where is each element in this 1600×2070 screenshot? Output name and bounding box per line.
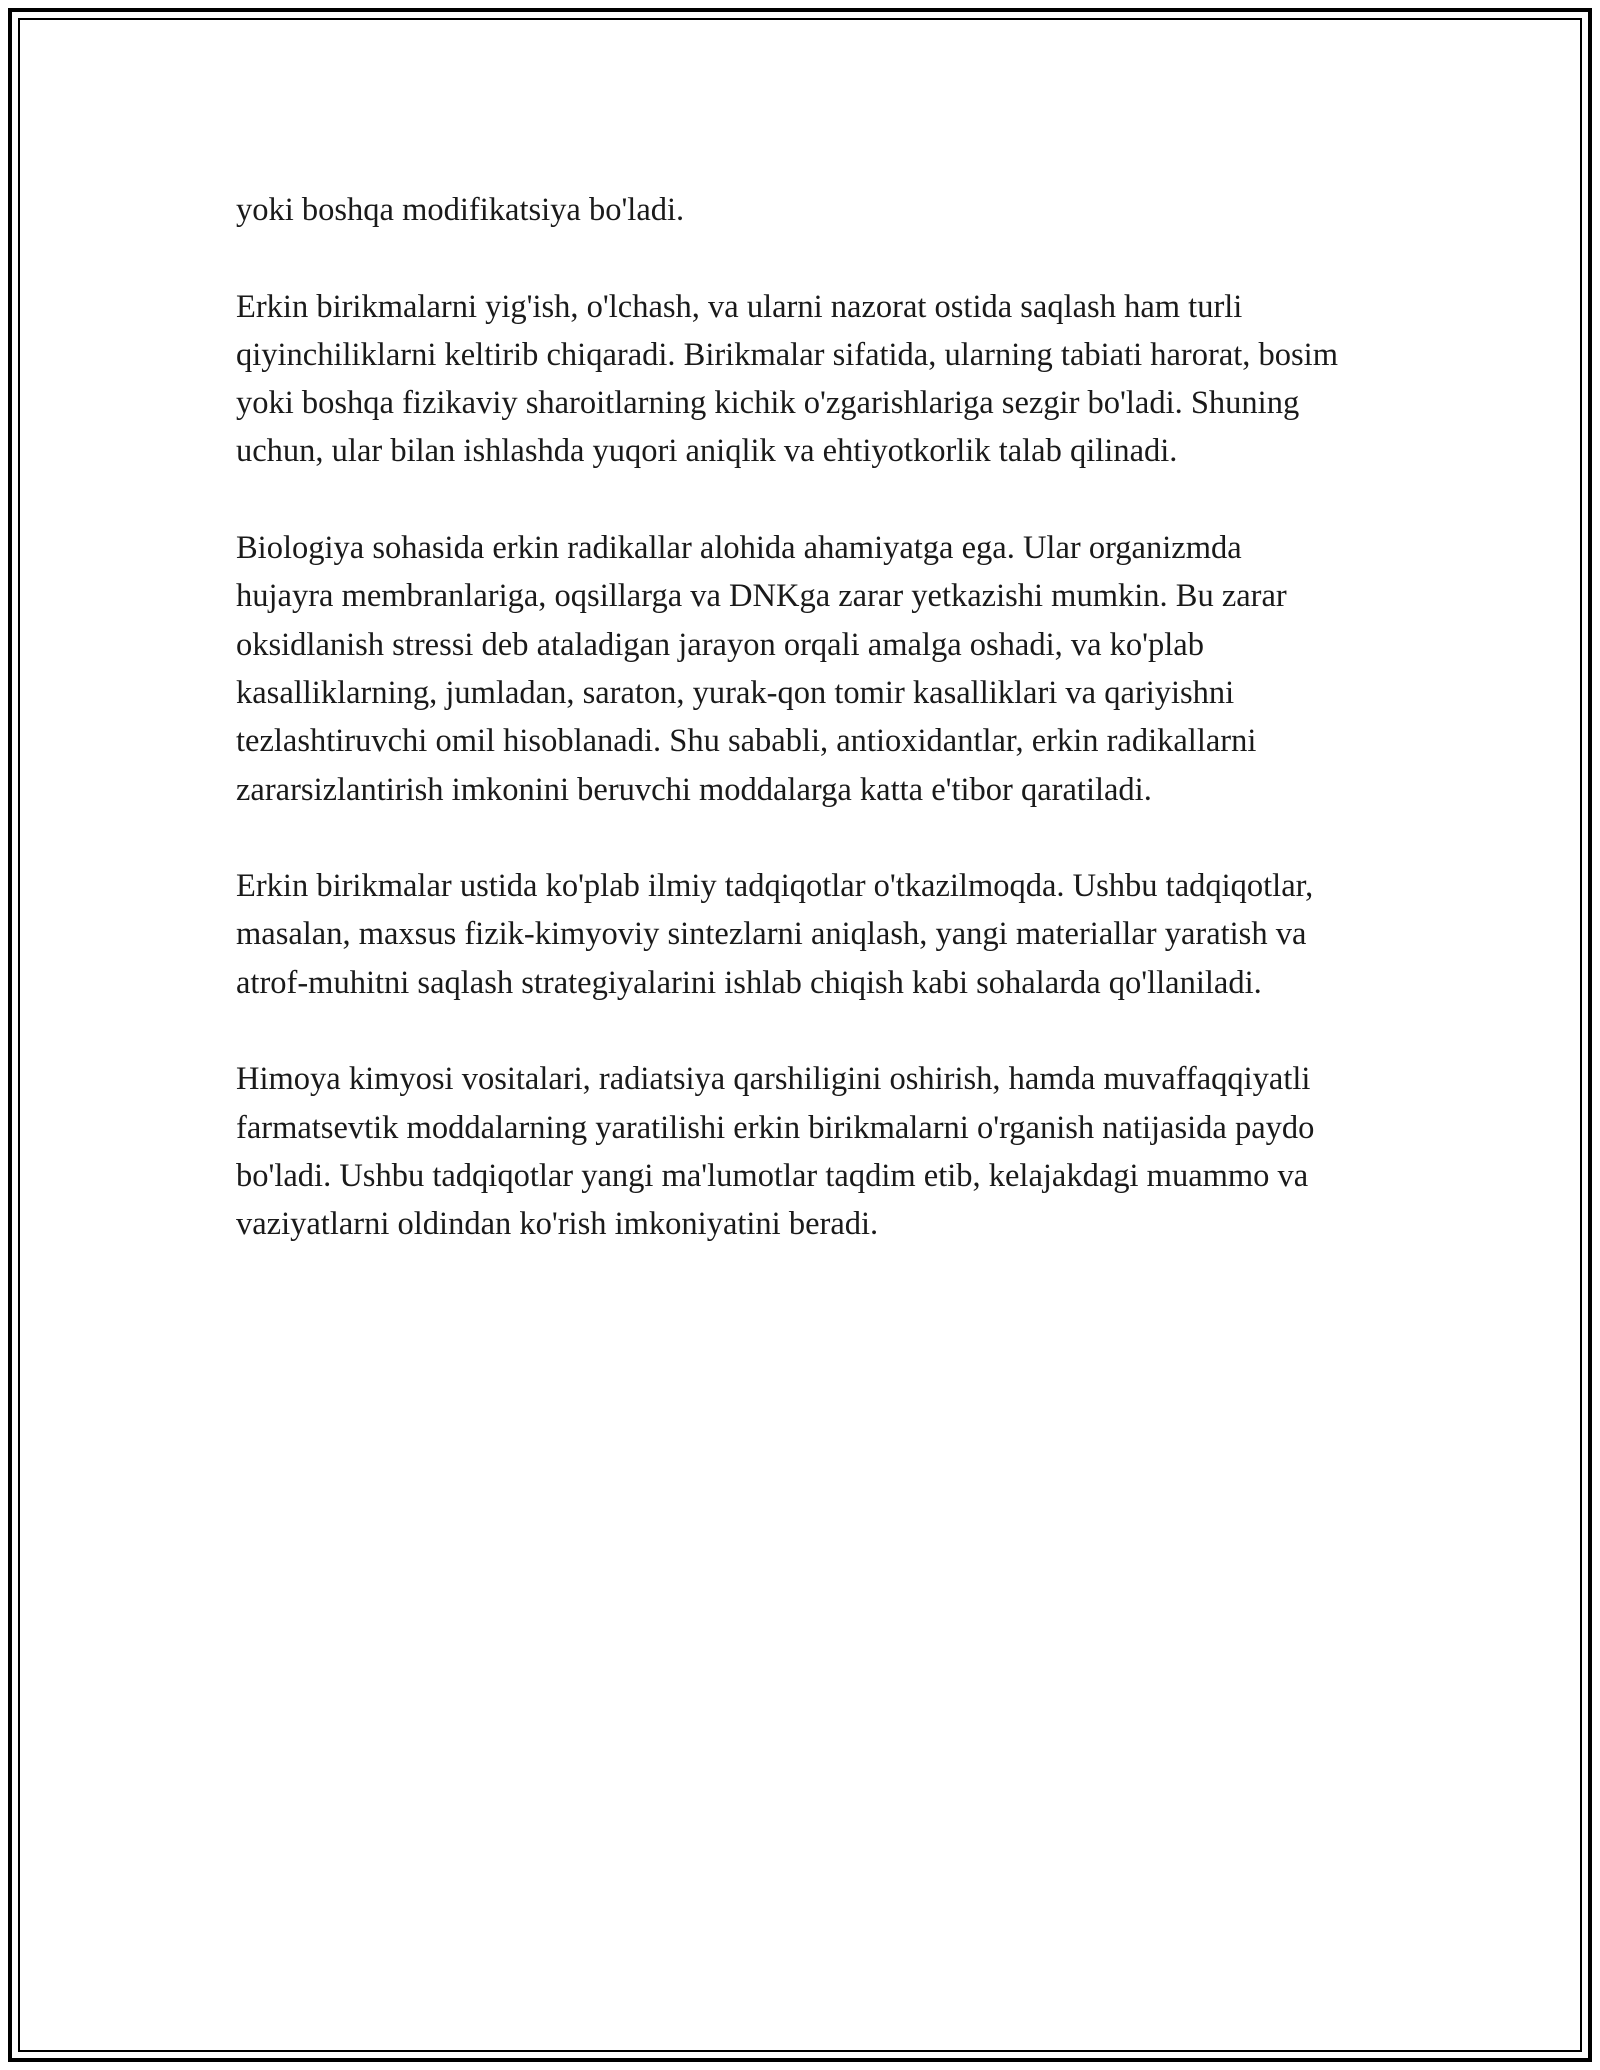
paragraph: Erkin birikmalar ustida ko'plab ilmiy tadqiqotlar o'tkazilmoqda. Ushbu tadqiqotlar, masalan, maxsus fizik-kimyoviy sintezlarni aniqlash, yangi materiallar yaratish va atrof-muhitni saqlash strategiyalarini ishlab chiqish kabi sohalarda qo'llaniladi. bbox=[236, 868, 1314, 1001]
document-body bbox=[236, 186, 1346, 1297]
paragraph: yoki boshqa modifikatsiya bo'ladi. bbox=[236, 192, 685, 228]
paragraph: Himoya kimyosi vositalari, radiatsiya qarshiligini oshirish, hamda muvaffaqqiyatli farmatsevtik moddalarning yaratilishi erkin birikmalarni o'rganish natijasida paydo bo'ladi. Ushbu tadqiqotlar yangi ma'lumotlar taqdim etib, kelajakdagi muammo va vaziyatlarni oldindan ko'rish imkoniyatini beradi. bbox=[236, 1061, 1315, 1243]
paragraph: Biologiya sohasida erkin radikallar alohida ahamiyatga ega. Ular organizmda hujayra membranlariga, oqsillarga va DNKga zarar yetkazishi mumkin. Bu zarar oksidlanish stressi deb ataladigan jarayon orqali amalga oshadi, va ko'plab kasalliklarning, jumladan, saraton, yurak-qon tomir kasalliklari va qariyishni tezlashtiruvchi omil hisoblanadi. Shu sababli, antioxidantlar, erkin radikallarni zararsizlantirish imkonini beruvchi moddalarga katta e'tibor qaratiladi. bbox=[236, 530, 1287, 808]
paragraph: Erkin birikmalarni yig'ish, o'lchash, va ularni nazorat ostida saqlash ham turli qiyinchiliklarni keltirib chiqaradi. Birikmalar sifatida, ularning tabiati harorat, bosim yoki boshqa fizikaviy sharoitlarning kichik o'zgarishlariga sezgir bo'ladi. Shuning uchun, ular bilan ishlashda yuqori aniqlik va ehtiyotkorlik talab qilinadi. bbox=[236, 288, 1338, 470]
